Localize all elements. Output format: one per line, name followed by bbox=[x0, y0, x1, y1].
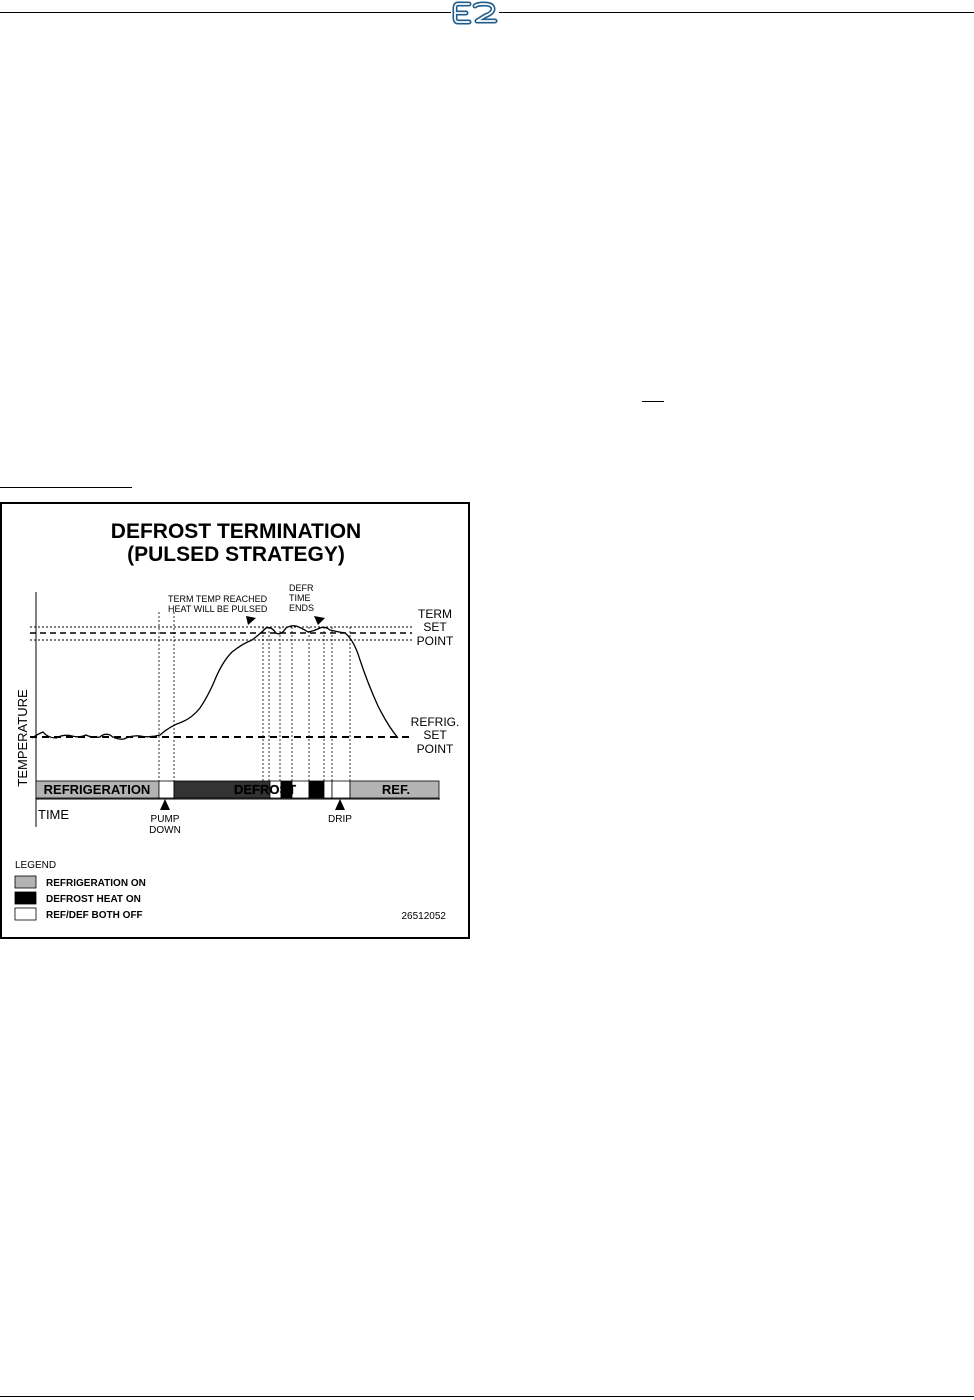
defr-label-line3: ENDS bbox=[289, 603, 315, 613]
text-underline bbox=[642, 401, 664, 402]
refrig-setpoint-label-line1: REFRIG. bbox=[410, 715, 460, 729]
term-temp-label-line2: HEAT WILL BE PULSED bbox=[168, 604, 268, 614]
defrost-termination-figure bbox=[0, 502, 470, 939]
term-temp-label-line1: TERM TEMP REACHED bbox=[168, 594, 268, 604]
x-axis-label: TIME bbox=[38, 807, 70, 822]
term-setpoint-label-line3: POINT bbox=[416, 634, 454, 648]
pump-down-label-line2: DOWN bbox=[149, 825, 181, 836]
bar-label-defrost: DEFROST bbox=[233, 782, 297, 797]
legend-label-defrost: DEFROST HEAT ON bbox=[46, 894, 141, 905]
section-rule bbox=[0, 487, 132, 488]
legend-heading: LEGEND bbox=[15, 860, 57, 871]
term-setpoint-label-line1: TERM bbox=[418, 607, 452, 621]
footer-rule bbox=[0, 1396, 974, 1397]
figure-title-line1: DEFROST TERMINATION bbox=[110, 520, 362, 543]
legend-swatch-refrigeration bbox=[15, 876, 36, 888]
e2-logo-icon bbox=[451, 0, 499, 26]
refrig-setpoint-label-line2: SET bbox=[423, 728, 447, 742]
legend-label-both-off: REF/DEF BOTH OFF bbox=[46, 910, 143, 921]
refrig-setpoint-label-line3: POINT bbox=[416, 742, 454, 756]
defr-label-line2: TIME bbox=[289, 593, 311, 603]
defr-label-line1: DEFR bbox=[289, 583, 314, 593]
figure-title-line2: (PULSED STRATEGY) bbox=[127, 543, 345, 566]
y-axis-label: TEMPERATURE bbox=[15, 689, 30, 787]
bar-label-ref: REF. bbox=[381, 782, 411, 797]
legend-swatch-defrost bbox=[15, 892, 36, 904]
drip-label: DRIP bbox=[328, 814, 352, 825]
pump-down-label-line1: PUMP bbox=[150, 814, 180, 825]
bar-label-refrigeration: REFRIGERATION bbox=[43, 782, 151, 797]
figure-frame bbox=[1, 503, 469, 938]
figure-id: 26512052 bbox=[401, 911, 446, 922]
legend-label-refrigeration: REFRIGERATION ON bbox=[46, 878, 146, 889]
term-setpoint-label-line2: SET bbox=[423, 620, 447, 634]
legend-swatch-both-off bbox=[15, 908, 36, 920]
